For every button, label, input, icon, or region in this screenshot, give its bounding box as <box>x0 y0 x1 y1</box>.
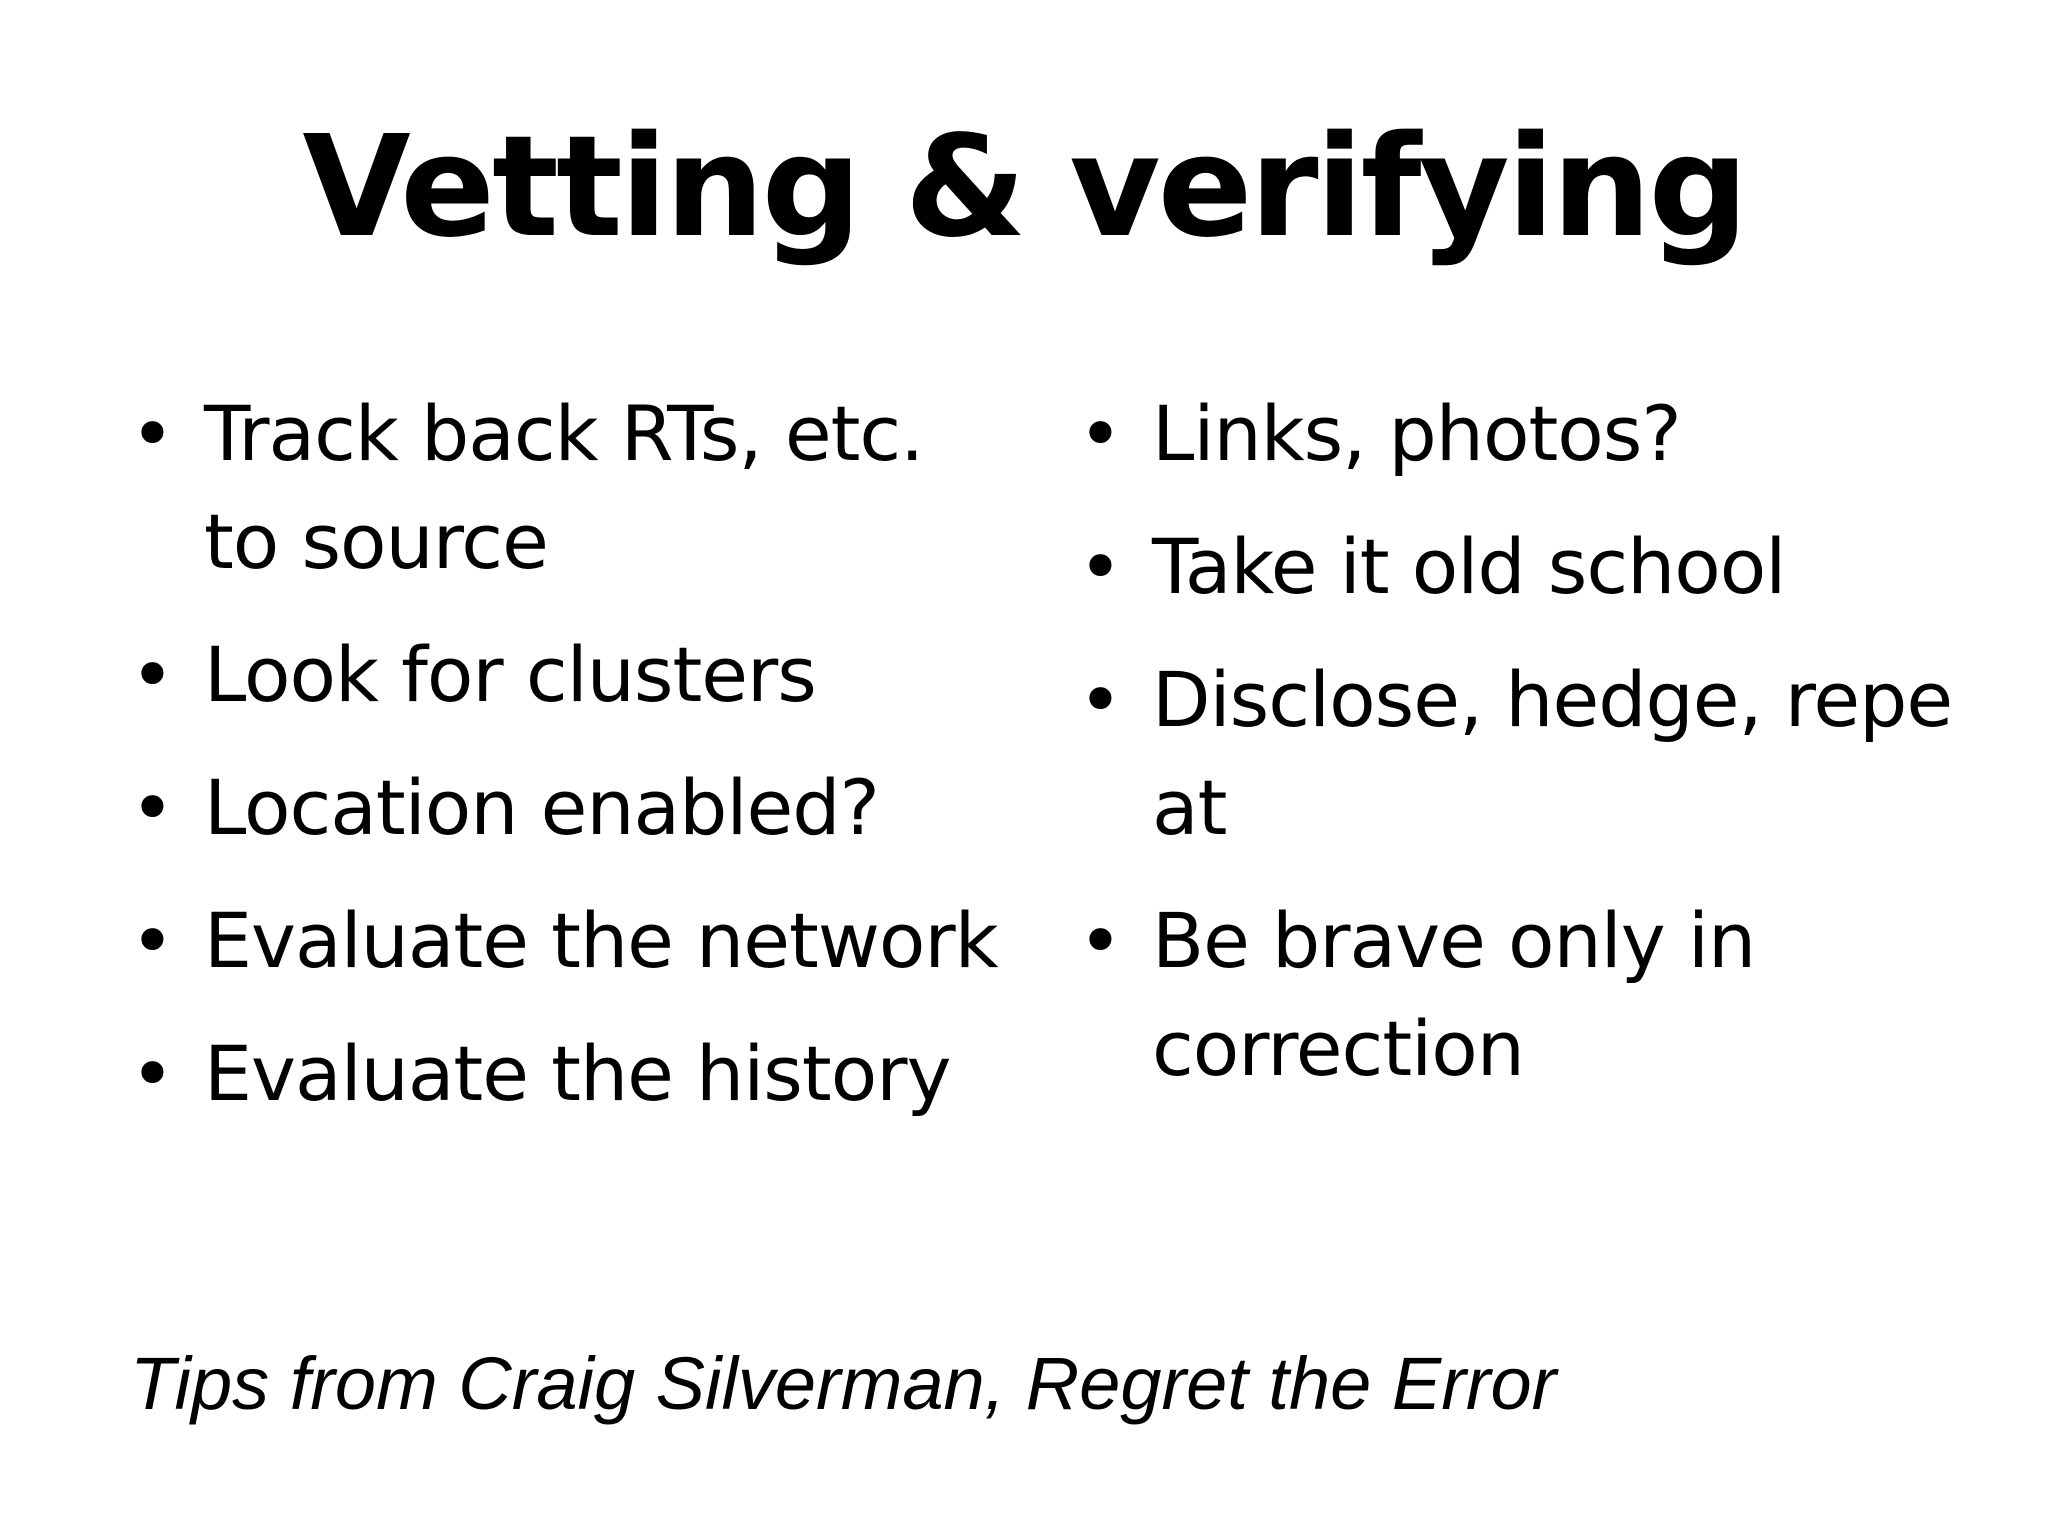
bullet-text: Look for clusters <box>204 629 816 719</box>
bullet-item <box>1078 887 1978 1103</box>
bullet-list-right <box>1078 380 1978 1127</box>
bullet-text: Be brave only in correction <box>1152 895 1756 1093</box>
bullet-item <box>130 754 1010 862</box>
bullet-item <box>1078 513 1978 621</box>
source-attribution: Tips from Craig Silverman, Regret the Error <box>130 1342 1557 1425</box>
bullet-text: Track back RTs, etc. to source <box>204 389 924 586</box>
bullet-text: Location enabled? <box>204 762 879 852</box>
bullet-item <box>130 887 1010 995</box>
bullet-dot-icon: • <box>130 762 174 852</box>
bullet-item <box>1078 380 1978 488</box>
bullet-text: Evaluate the network <box>204 895 998 985</box>
bullet-item <box>130 1020 1010 1128</box>
bullet-dot-icon: • <box>130 1028 174 1118</box>
bullet-item <box>130 380 1010 596</box>
bullet-dot-icon: • <box>1078 389 1122 478</box>
bullet-text: Take it old school <box>1152 521 1786 611</box>
bullet-item <box>1078 646 1978 862</box>
bullet-dot-icon: • <box>1078 654 1122 744</box>
bullet-dot-icon: • <box>130 895 174 985</box>
bullet-dot-icon: • <box>130 629 174 719</box>
slide-title: Vetting & verifying <box>302 106 1746 269</box>
bullet-item <box>130 621 1010 729</box>
bullet-text: Disclose, hedge, repe at <box>1152 654 1953 852</box>
bullet-list-left <box>130 380 1010 1152</box>
bullet-dot-icon: • <box>130 389 174 478</box>
bullet-text: Evaluate the history <box>204 1028 951 1118</box>
bullet-text: Links, photos? <box>1152 389 1681 478</box>
bullet-dot-icon: • <box>1078 521 1122 611</box>
bullet-dot-icon: • <box>1078 895 1122 985</box>
